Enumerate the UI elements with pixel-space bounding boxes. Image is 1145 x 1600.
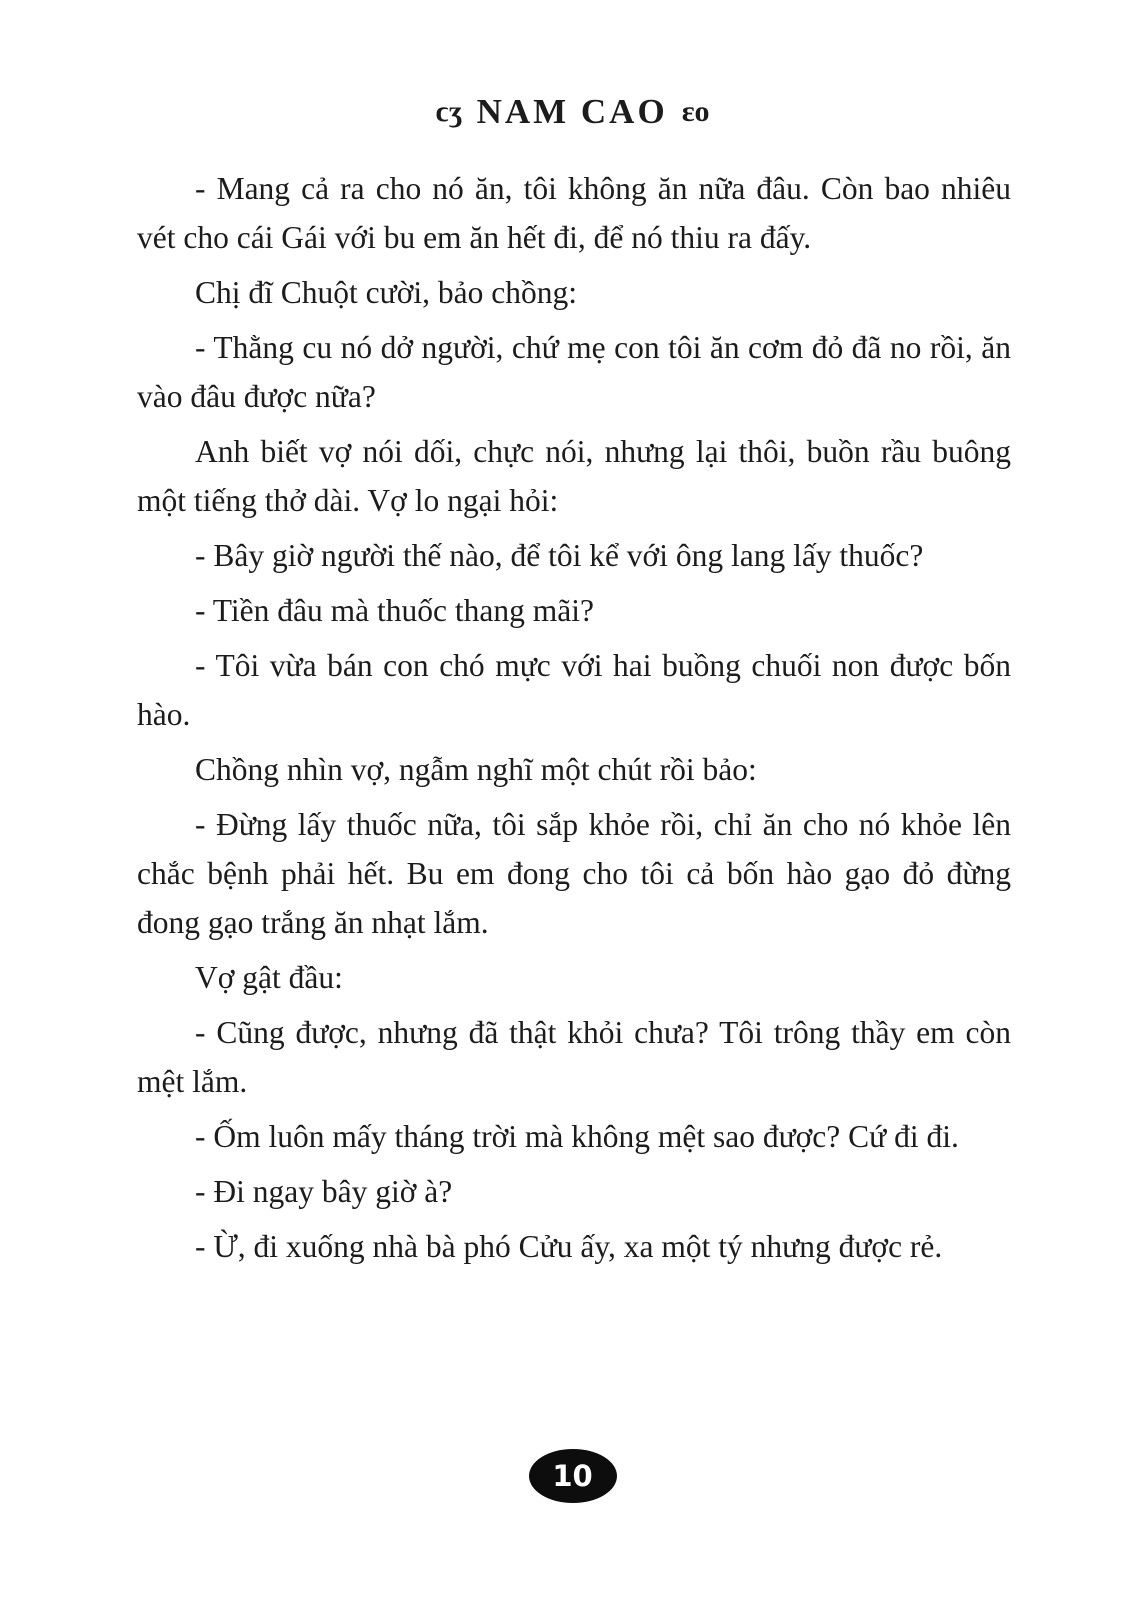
page-body	[137, 164, 1011, 1271]
paragraph: Chị đĩ Chuột cười, bảo chồng:	[195, 275, 577, 310]
page-header	[0, 0, 1145, 132]
ornament-right-icon: ɛᴏ	[681, 95, 710, 128]
paragraph: - Ừ, đi xuống nhà bà phó Cửu ấy, xa một tý nhưng được rẻ.	[195, 1229, 943, 1264]
paragraph: - Bây giờ người thế nào, để tôi kể với ông lang lấy thuốc?	[195, 538, 924, 573]
paragraph: - Đi ngay bây giờ à?	[195, 1174, 453, 1209]
paragraph: - Mang cả ra cho nó ăn, tôi không ăn nữa đâu. Còn bao nhiêu vét cho cái Gái với bu em ăn hết đi, để nó thiu ra đấy.	[137, 171, 1011, 255]
paragraph: Vợ gật đầu:	[195, 960, 343, 995]
page-number-badge	[529, 1449, 617, 1503]
page-number: 10	[552, 1458, 593, 1493]
paragraph: - Đừng lấy thuốc nữa, tôi sắp khỏe rồi, chỉ ăn cho nó khỏe lên chắc bệnh phải hết. Bu em đong cho tôi cả bốn hào gạo đỏ đừng đong gạo trắng ăn nhạt lắm.	[137, 807, 1011, 940]
paragraph: Chồng nhìn vợ, ngẫm nghĩ một chút rồi bảo:	[195, 752, 757, 787]
ornament-left-icon: ϲʒ	[435, 95, 463, 128]
paragraph: - Ốm luôn mấy tháng trời mà không mệt sao được? Cứ đi đi.	[195, 1119, 959, 1154]
paragraph: - Tiền đâu mà thuốc thang mãi?	[195, 593, 594, 628]
paragraph: Anh biết vợ nói dối, chực nói, nhưng lại thôi, buồn rầu buông một tiếng thở dài. Vợ lo ngại hỏi:	[137, 434, 1011, 518]
paragraph: - Thằng cu nó dở người, chứ mẹ con tôi ăn cơm đỏ đã no rồi, ăn vào đâu được nữa?	[137, 330, 1011, 414]
running-title: NAM CAO	[476, 92, 668, 131]
paragraph: - Cũng được, nhưng đã thật khỏi chưa? Tôi trông thầy em còn mệt lắm.	[137, 1015, 1011, 1099]
paragraph: - Tôi vừa bán con chó mực với hai buồng chuối non được bốn hào.	[137, 648, 1011, 732]
